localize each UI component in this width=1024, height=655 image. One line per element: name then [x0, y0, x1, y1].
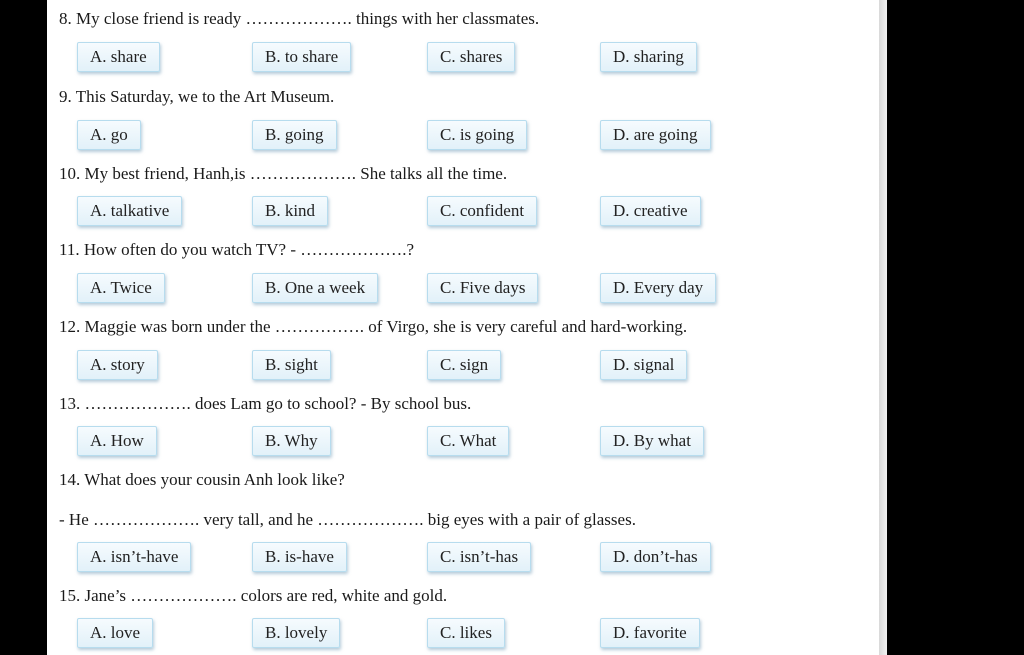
q12-option-d[interactable]: D. signal — [600, 350, 687, 380]
question-15: 15. Jane’s ………………. colors are red, white and gold. — [59, 586, 448, 605]
q8-option-b[interactable]: B. to share — [252, 42, 351, 72]
question-8: 8. My close friend is ready ………………. things with her classmates. — [59, 9, 540, 28]
q15-option-d[interactable]: D. favorite — [600, 618, 700, 648]
q14-option-b[interactable]: B. is-have — [252, 542, 347, 572]
worksheet-page — [47, 0, 879, 655]
q10-option-a[interactable]: A. talkative — [77, 196, 182, 226]
q15-option-b[interactable]: B. lovely — [252, 618, 340, 648]
question-12: 12. Maggie was born under the ……………. of Virgo, she is very careful and hard-working. — [59, 317, 688, 336]
q14-option-a[interactable]: A. isn’t-have — [77, 542, 191, 572]
q13-option-c[interactable]: C. What — [427, 426, 509, 456]
q11-option-d[interactable]: D. Every day — [600, 273, 716, 303]
q9-option-b[interactable]: B. going — [252, 120, 337, 150]
question-9: 9. This Saturday, we to the Art Museum. — [59, 87, 335, 106]
q14-option-d[interactable]: D. don’t-has — [600, 542, 711, 572]
question-14-line-2: - He ………………. very tall, and he ………………. big eyes with a pair of glasses. — [59, 510, 636, 529]
q9-option-a[interactable]: A. go — [77, 120, 141, 150]
q12-option-b[interactable]: B. sight — [252, 350, 331, 380]
question-14: 14. What does your cousin Anh look like? — [59, 470, 345, 489]
q8-option-d[interactable]: D. sharing — [600, 42, 697, 72]
q13-option-a[interactable]: A. How — [77, 426, 157, 456]
q10-option-b[interactable]: B. kind — [252, 196, 328, 226]
q15-option-c[interactable]: C. likes — [427, 618, 505, 648]
q11-option-b[interactable]: B. One a week — [252, 273, 378, 303]
q12-option-c[interactable]: C. sign — [427, 350, 501, 380]
q9-option-d[interactable]: D. are going — [600, 120, 711, 150]
page-edge-divider — [879, 0, 887, 655]
q11-option-c[interactable]: C. Five days — [427, 273, 538, 303]
q9-option-c[interactable]: C. is going — [427, 120, 527, 150]
q11-option-a[interactable]: A. Twice — [77, 273, 165, 303]
question-13: 13. ………………. does Lam go to school? - By school bus. — [59, 394, 472, 413]
q13-option-d[interactable]: D. By what — [600, 426, 704, 456]
q15-option-a[interactable]: A. love — [77, 618, 153, 648]
q14-option-c[interactable]: C. isn’t-has — [427, 542, 531, 572]
q8-option-c[interactable]: C. shares — [427, 42, 515, 72]
question-11: 11. How often do you watch TV? - ……………….? — [59, 240, 415, 259]
q12-option-a[interactable]: A. story — [77, 350, 158, 380]
question-10: 10. My best friend, Hanh,is ………………. She talks all the time. — [59, 164, 508, 183]
q8-option-a[interactable]: A. share — [77, 42, 160, 72]
q10-option-c[interactable]: C. confident — [427, 196, 537, 226]
q10-option-d[interactable]: D. creative — [600, 196, 701, 226]
q13-option-b[interactable]: B. Why — [252, 426, 331, 456]
